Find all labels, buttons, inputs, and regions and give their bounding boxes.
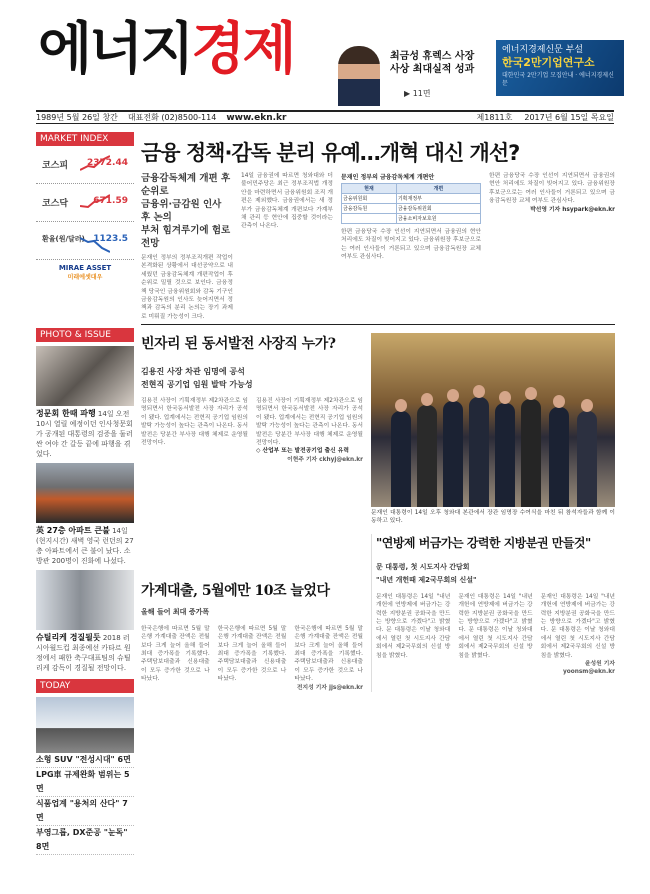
market-value: 671.59 bbox=[93, 196, 128, 206]
founded-date: 1989년 5월 26일 창간 bbox=[36, 113, 118, 122]
market-row-kosdaq[interactable] bbox=[36, 184, 134, 222]
promo-portrait bbox=[338, 46, 380, 106]
market-row-kospi[interactable] bbox=[36, 146, 134, 184]
photo-caption-1 bbox=[36, 409, 134, 459]
story2-sub1: 김용진 사장 차관 임명에 공석 bbox=[141, 367, 245, 376]
today-page: 5면 bbox=[36, 770, 130, 793]
today-title: TODAY bbox=[36, 679, 134, 693]
lead-subhead-2: 금융위·금감원 인사 후 논의 bbox=[141, 199, 222, 223]
contact-number: 대표전화 (02)8500-114 bbox=[127, 113, 217, 122]
caption-title: 英 27층 아파트 큰불 bbox=[36, 526, 110, 535]
photo-coach[interactable] bbox=[36, 570, 134, 630]
table-row bbox=[342, 214, 481, 224]
today-label: 식품업계 "용처의 산다" bbox=[36, 799, 120, 808]
market-row-fx[interactable] bbox=[36, 222, 134, 260]
caption-text: 14일 오전 10시 열릴 예정이던 인사청문회가 공개된 대통령의 검증을 둘러싼 여야 간 갈등 끝에 파행을 겪었다. bbox=[36, 410, 133, 458]
promo2-line1: 에너지경제신문 부설 bbox=[502, 45, 584, 55]
photo-hearing[interactable] bbox=[36, 346, 134, 406]
market-index-title: MARKET INDEX bbox=[36, 132, 134, 146]
caption-title: 슈틸리케 경질될듯 bbox=[36, 633, 101, 642]
sponsor-logo[interactable] bbox=[36, 260, 134, 290]
lead-headline[interactable]: 금융 정책·감독 분리 유예…개혁 대신 개선? bbox=[141, 141, 520, 165]
story2-byline: 이현주 기자 ckhyj@ekn.kr bbox=[287, 456, 363, 463]
story2-body-b: 김용진 사장이 기획재정부 제2차관으로 임명되면서 한국동서발전 사장 자리가 공석이 됐다. 업계에서는 전현직 공기업 임원의 발탁 가능성이 높다는 관측이 나온다. 동서발전은 당분간 부사장 대행 체제로 운영될 전망이다. bbox=[256, 398, 363, 447]
lead-body-3b: 한편 금융당국 수장 인선이 지연되면서 금융권의 현안 처리에도 차질이 빚어지고 있다. 금융위원장 후보군으로는 여러 인사들이 거론되고 있으며 금융감독원장 교체 여부도 관심사다. bbox=[489, 173, 615, 205]
issue-number: 제1811호 bbox=[476, 113, 513, 122]
table-cell bbox=[342, 214, 397, 224]
lead-body-3: 한편 금융당국 수장 인선이 지연되면서 금융권의 현안 처리에도 차질이 빚어지고 있다. 금융위원장 후보군으로는 여러 인사들이 거론되고 있으며 금융감독원장 교체 여부도 관심사다. bbox=[341, 229, 481, 261]
caption-text: 2018 러시아월드컵 최종예선 카타르 원정에서 패한 축구대표팀의 슈틸리케 감독이 경질될 전망이다. bbox=[36, 634, 131, 672]
caption-title: 정문회 한때 파행 bbox=[36, 409, 96, 418]
story2-body: 김용진 사장이 기획재정부 제2차관으로 임명되면서 한국동서발전 사장 자리가 공석이 됐다. 업계에서는 전현직 공기업 임원의 발탁 가능성이 높다는 관측이 나온다. 동서발전은 당분간 부사장 대행 체제로 운영될 전망이다. bbox=[141, 398, 248, 447]
lead-byline: 박선영 기자 hsypark@ekn.kr bbox=[530, 206, 615, 213]
photo-caption-3 bbox=[36, 633, 134, 673]
story2-headline[interactable]: 빈자리 된 동서발전 사장직 누가? bbox=[141, 336, 336, 352]
table-cell: 금융소비자보호원 bbox=[396, 214, 480, 224]
promo1-page: ▶ 11면 bbox=[404, 89, 431, 98]
lead-subhead-3: 부처 힘겨루기에 험로 전망 bbox=[141, 225, 231, 249]
today-item[interactable] bbox=[36, 768, 134, 797]
promo1-line2: 사상 최대실적 성과 bbox=[390, 64, 475, 75]
story2-subhead: ◇ 산업부 또는 발전공기업 출신 유력 bbox=[256, 448, 349, 455]
story3-body: 문재인 대통령은 14일 "내년 개헌에 연방제에 버금가는 강력한 지방분권 공화국을 만드는 방향으로 가겠다"고 밝혔다. 문 대통령은 이날 청와대에서 열린 첫 시도지사 간담회에서 제2국무회의 신설 방침을 밝혔다. bbox=[376, 593, 451, 659]
story4-body-b: 한국은행에 따르면 5월 말 은행 가계대출 잔액은 전월보다 크게 늘어 올해 들어 최대 증가폭을 기록했다. 주택담보대출과 신용대출이 모두 증가한 것으로 나타났다. bbox=[217, 625, 287, 683]
table-cell: 기획재정부 bbox=[396, 194, 480, 204]
today-label: LPG車 규제완화 범위는 bbox=[36, 770, 122, 779]
story3-body-c: 문재인 대통령은 14일 "내년 개헌에 연방제에 버금가는 강력한 지방분권 공화국을 만드는 방향으로 가겠다"고 밝혔다. 문 대통령은 이날 청와대에서 열린 첫 시도지사 간담회에서 제2국무회의 신설 방침을 밝혔다. bbox=[540, 593, 615, 659]
story4-byline: 전지성 기자 jjs@ekn.kr bbox=[296, 684, 364, 691]
photo-cabinet[interactable] bbox=[371, 333, 615, 507]
table-header: 현재 bbox=[342, 184, 397, 194]
table-cell: 금융위원회 bbox=[342, 194, 397, 204]
promo-box-institute[interactable] bbox=[496, 40, 624, 96]
story2-sub2: 전현직 공기업 임원 발탁 가능성 bbox=[141, 380, 253, 389]
promo1-line1: 최금성 휴렉스 사장 bbox=[390, 51, 475, 62]
bottom-section bbox=[141, 534, 615, 692]
story4-headline[interactable]: 가계대출, 5월에만 10조 늘었다 bbox=[141, 582, 330, 599]
story3-sub1: 문 대통령, 첫 시도지사 간담회 bbox=[376, 562, 470, 571]
market-value: 2372.44 bbox=[87, 158, 128, 168]
issue-date: 2017년 6월 15일 목요일 bbox=[524, 113, 614, 122]
promo-box-ceo[interactable] bbox=[352, 40, 475, 112]
left-sidebar bbox=[36, 132, 134, 892]
story4-body: 한국은행에 따르면 5월 말 은행 가계대출 잔액은 전월보다 크게 늘어 올해 들어 최대 증가폭을 기록했다. 주택담보대출과 신용대출이 모두 증가한 것으로 나타났다. bbox=[141, 625, 210, 683]
story3-body-b: 문재인 대통령은 14일 "내년 개헌에 연방제에 버금가는 강력한 지방분권 공화국을 만드는 방향으로 가겠다"고 밝혔다. 문 대통령은 이날 청와대에서 열린 첫 시도지사 간담회에서 제2국무회의 신설 방침을 밝혔다. bbox=[458, 593, 533, 659]
reform-table bbox=[341, 183, 481, 224]
promo2-line2: 한국2만기업연구소 bbox=[502, 56, 595, 69]
today-label: 소형 SUV "전성시대" bbox=[36, 755, 115, 764]
story4-sub: 올해 들어 최대 증가폭 bbox=[141, 607, 210, 616]
promo2-line3: 대한민국 2만기업 모집안내 · 에너지경제신문 bbox=[502, 72, 614, 87]
photo-caption-2 bbox=[36, 526, 134, 566]
today-page: 7면 bbox=[36, 799, 128, 822]
photo-suv[interactable] bbox=[36, 697, 134, 753]
dateline-bar bbox=[36, 110, 614, 124]
today-item[interactable] bbox=[36, 753, 134, 768]
today-page: 6면 bbox=[117, 755, 131, 764]
table-row bbox=[342, 204, 481, 214]
market-value: 1123.5 bbox=[93, 234, 128, 244]
chart-title: 문재인 정부의 금융감독체계 개편안 bbox=[341, 174, 435, 181]
today-item[interactable] bbox=[36, 826, 134, 855]
sponsor-sub: 미래에셋대우 bbox=[67, 274, 103, 281]
lead-subhead-1: 금융감독체계 개편 후순위로 bbox=[141, 173, 231, 197]
story3-headline[interactable]: "연방제 버금가는 강력한 지방분권 만들것" bbox=[376, 535, 591, 550]
table-row bbox=[342, 194, 481, 204]
lead-body-1: 문재인 정부의 정부조직개편 작업이 본격화된 상황에서 대선공약으로 내세웠던 금융감독체계 개편작업이 후순위로 밀릴 것으로 보인다. 금융정책 당국인 금융위원회와 감독 기구인 금융감독원의 인사도 늦어지면서 정책과 감독의 분리 논의는 장기 과제로 미뤄질 가능성이 크다. bbox=[141, 255, 233, 320]
middle-section bbox=[141, 324, 615, 526]
photo-fire[interactable] bbox=[36, 463, 134, 523]
market-name: 환율(원/달러) bbox=[42, 235, 85, 243]
photo-issue-title: PHOTO & ISSUE bbox=[36, 328, 134, 342]
masthead-logo[interactable] bbox=[38, 17, 294, 82]
market-name: 코스닥 bbox=[42, 199, 69, 209]
story4-body-c: 한국은행에 따르면 5월 말 은행 가계대출 잔액은 전월보다 크게 늘어 올해 들어 최대 증가폭을 기록했다. 주택담보대출과 신용대출이 모두 증가한 것으로 나타났다. bbox=[294, 625, 364, 683]
logo-part2: 경제 bbox=[191, 17, 294, 82]
story3-byline: 윤성원 기자 yoonsm@ekn.kr bbox=[562, 661, 615, 676]
table-header: 개편 bbox=[396, 184, 480, 194]
today-item[interactable] bbox=[36, 797, 134, 826]
today-label: 부영그룹, DX준공 "눈독" bbox=[36, 828, 128, 837]
table-cell: 금융감독원 bbox=[342, 204, 397, 214]
lead-story bbox=[141, 172, 615, 320]
lead-body-2: 14일 금융권에 따르면 청와대와 더불어민주당은 최근 정부조직법 개정안을 마련하면서 금융위원회 조직 개편은 제외했다. 금융권에서는 새 정부가 금융감독체계 개편보다 가계부채 관리 등 현안에 집중할 것이라는 관측이 나온다. bbox=[241, 173, 333, 230]
sponsor-name: MIRAE ASSET bbox=[58, 264, 112, 272]
main-content bbox=[141, 132, 615, 692]
market-name: 코스피 bbox=[42, 161, 69, 171]
photo-caption: 문재인 대통령이 14일 오후 청와대 본관에서 장관 임명장 수여식을 마친 뒤 참석자들과 함께 이동하고 있다. bbox=[371, 510, 615, 525]
logo-part1: 에너지 bbox=[38, 17, 192, 82]
today-page: 8면 bbox=[36, 842, 50, 851]
site-url[interactable]: www.ekn.kr bbox=[226, 113, 287, 123]
table-cell: 금융감독위원회 bbox=[396, 204, 480, 214]
caption-text: 14일(현지시간) 새벽 영국 런던의 27층 아파트에서 큰 불이 났다. 소방관 200명이 진화에 나섰다. bbox=[36, 527, 134, 565]
story3-sub2: "내년 개헌때 제2국무회의 신설" bbox=[376, 575, 477, 584]
